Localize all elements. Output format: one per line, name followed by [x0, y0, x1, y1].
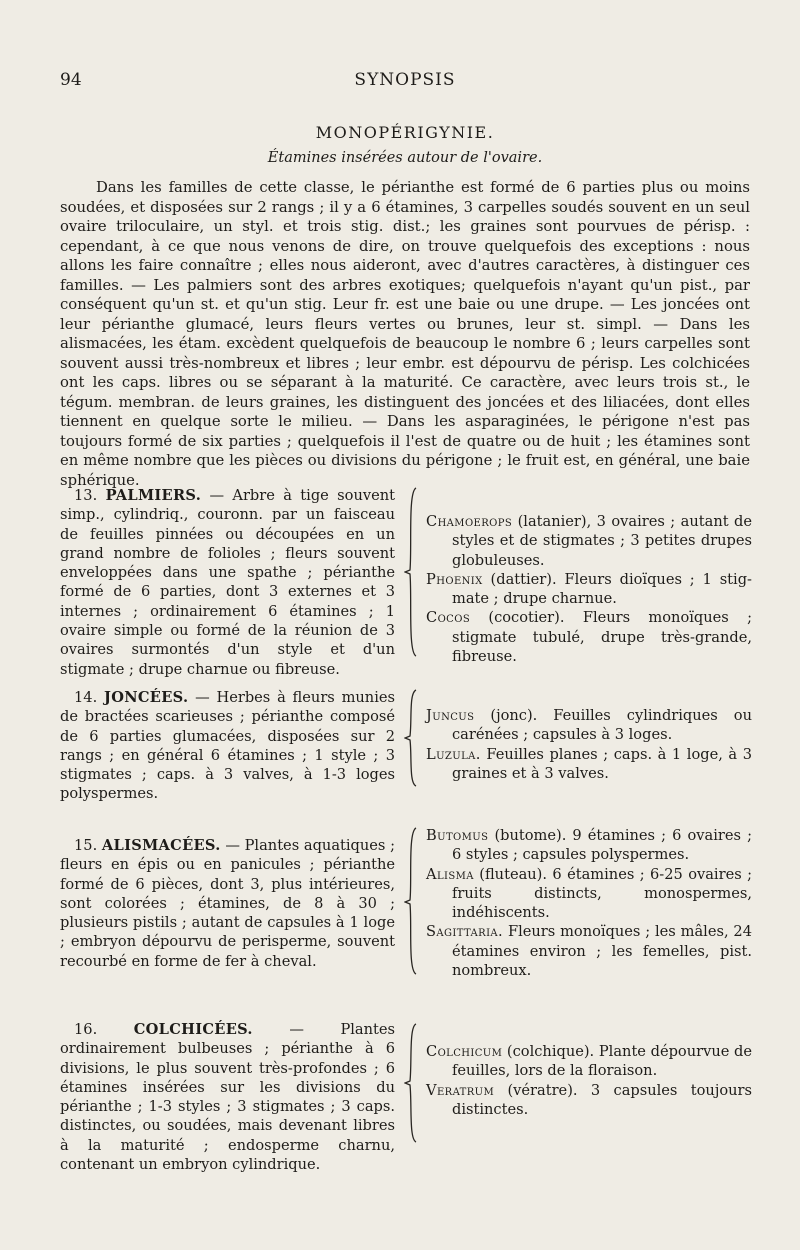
- family-colchicees: [60, 1021, 753, 1174]
- family-text: — Arbre à tige souvent simp., cylindriq., couronn. par un faisceau de feuilles pinnées ou découpées en un grand nombre de folioles ; fleurs souvent enveloppées dans une spathe ; périanthe formé de 6 parties, dont 3 externes et 3 internes ; ordinairement 6 étamines ; 1 ovaire simple ou formé de la réunion de 3 ovaires surmontés d'un style et d'un stigmate ; drupe charnue ou fibreuse.: [60, 487, 395, 678]
- family-alismacees: [60, 826, 753, 980]
- genus-entry: [426, 706, 752, 745]
- brace: [404, 688, 420, 788]
- brace: [404, 1022, 420, 1144]
- genus-text: Fleurs monoïques ; les mâles, 24 étamines environ ; les femelles, pist. nombreux.: [452, 923, 753, 980]
- family-description: [60, 688, 395, 804]
- genera-list: [426, 512, 752, 666]
- family-palmiers: [60, 486, 753, 678]
- genus-name: Luzula.: [426, 745, 481, 763]
- family-number: 16.: [74, 1021, 98, 1038]
- genus-text: (cocotier). Fleurs monoïques ; stigmate tubulé, drupe très-grande, fibreuse.: [452, 609, 753, 666]
- genus-name: Phoenix: [426, 570, 483, 588]
- genus-name: Butomus: [426, 827, 489, 844]
- intro-paragraph: Dans les familles de cette classe, le périanthe est formé de 6 parties plus ou moins soudées, et disposées sur 2 rangs ; il y a 6 étamines, 3 carpelles soudés souvent en un seul ovaire triloculaire, un styl. et trois stig. dist.; les graines sont pourvues de périsp. : cependant, à ce que nous venons de dire, on trouve quelquefois des exceptions : nous allons les faire connaître ; elles nous aideront, avec d'autres caractères, à distinguer ces familles. — Les palmiers sont des arbres exotiques; quelquefois n'ayant qu'un pist., par conséquent qu'un st. et qu'un stig. Leur fr. est une baie ou une drupe. — Les joncées ont leur périanthe glumacé, leurs fleurs vertes ou brunes, leur st. simpl. — Dans les alismacées, les étam. excèdent quelquefois de beaucoup le nombre 6 ; leurs carpelles sont souvent aussi très-nombreux et libres ; leur embr. est dépourvu de périsp. Les colchicées ont les caps. libres ou se séparant à la maturité. Ce caractère, avec leurs trois st., le tégum. membran. de leurs graines, les distinguent des joncées et des liliacées, dont elles tiennent en quelque sorte le milieu. — Dans les asparaginées, le périgone n'est pas toujours formé de six parties ; quelquefois il l'est de quatre ou de huit ; les étamines sont en même nombre que les pièces ou divisions du périgone ; le fruit est, en général, une baie sphérique.: [60, 179, 750, 489]
- genus-name: Chamoerops: [426, 513, 513, 530]
- genus-entry: [426, 512, 752, 570]
- genus-text: (fluteau). 6 étamines ; 6-25 ovaires ; fruits distincts, monospermes, indéhiscents.: [452, 865, 753, 922]
- family-text: — Plantes ordinairement bulbeuses ; périanthe à 6 divisions, le plus souvent très-profondes ; 6 étamines insérées sur les divisions du périanthe ; 1-3 styles ; 3 stigmates ; 3 caps. distinctes, ou soudées, mais devenant libres à la maturité ; endosperme charnu, contenant un embryon cylindrique.: [60, 1021, 396, 1174]
- family-description: [60, 486, 395, 679]
- genus-text: (dattier). Fleurs dioïques ; 1 stig-mate ; drupe charnue.: [452, 570, 752, 608]
- genus-entry: [426, 922, 752, 980]
- family-text: — Herbes à fleurs munies de bractées scarieuses ; périanthe composé de 6 parties glumacées, disposées sur 2 rangs ; en général 6 étamines ; 1 style ; 3 stigmates ; caps. à 3 valves, à 1-3 loges polyspermes.: [60, 689, 395, 803]
- page-number: 94: [60, 70, 82, 90]
- family-number: 15.: [74, 837, 98, 854]
- genera-list: [426, 1042, 752, 1119]
- family-name: COLCHICÉES.: [133, 1021, 253, 1038]
- genus-entry: [426, 865, 752, 923]
- running-head-title: SYNOPSIS: [354, 70, 456, 90]
- family-number: 13.: [74, 487, 98, 504]
- genus-entry: [426, 1042, 752, 1081]
- genus-name: Colchicum: [426, 1043, 503, 1060]
- genus-entry: [426, 570, 752, 609]
- genus-entry: [426, 745, 752, 784]
- genus-text: (jonc). Feuilles cylindriques ou carénées ; capsules à 3 loges.: [452, 707, 752, 744]
- family-description: [60, 836, 395, 971]
- genus-name: Veratrum: [426, 1081, 495, 1099]
- section-title: MONOPÉRIGYNIE.: [315, 123, 495, 142]
- genus-name: Alisma: [426, 865, 474, 883]
- genus-text: (latanier), 3 ovaires ; autant de styles et de stigmates ; 3 petites drupes globuleuses.: [452, 513, 752, 569]
- brace: [404, 486, 420, 658]
- running-head: [60, 70, 750, 94]
- genus-text: (vératre). 3 capsules toujours distinctes.: [452, 1081, 752, 1118]
- genus-text: (butome). 9 étamines ; 6 ovaires ; 6 styles ; capsules polyspermes.: [452, 827, 752, 864]
- family-joncees: [60, 688, 752, 803]
- genus-entry: [426, 1081, 752, 1120]
- genera-list: [426, 706, 752, 783]
- genus-entry: [426, 826, 752, 865]
- brace: [404, 826, 420, 976]
- family-text: — Plantes aquatiques ; fleurs en épis ou en panicules ; périanthe formé de 6 pièces, dont 3, plus intérieures, sont colorées ; étamines, de 8 à 30 ; plusieurs pistils ; autant de capsules à 1 loge ; embryon dépourvu de perisperme, souvent recourbé en forme de fer à cheval.: [60, 837, 396, 970]
- family-number: 14.: [74, 689, 98, 706]
- genus-name: Cocos: [426, 609, 471, 627]
- family-name: JONCÉES.: [104, 689, 189, 706]
- genus-text: Feuilles planes ; caps. à 1 loge, à 3 graines et à 3 valves.: [452, 745, 752, 782]
- genus-entry: [426, 608, 752, 666]
- family-name: ALISMACÉES.: [101, 837, 221, 854]
- genus-name: Juncus: [426, 707, 475, 724]
- genus-text: (colchique). Plante dépourvue de feuilles, lors de la floraison.: [452, 1043, 753, 1080]
- family-name: PALMIERS.: [105, 487, 202, 504]
- genus-name: Sagittaria.: [426, 923, 504, 941]
- section-subtitle: Étamines insérées autour de l'ovaire.: [267, 150, 543, 166]
- genera-list: [426, 826, 752, 980]
- family-description: [60, 1020, 395, 1174]
